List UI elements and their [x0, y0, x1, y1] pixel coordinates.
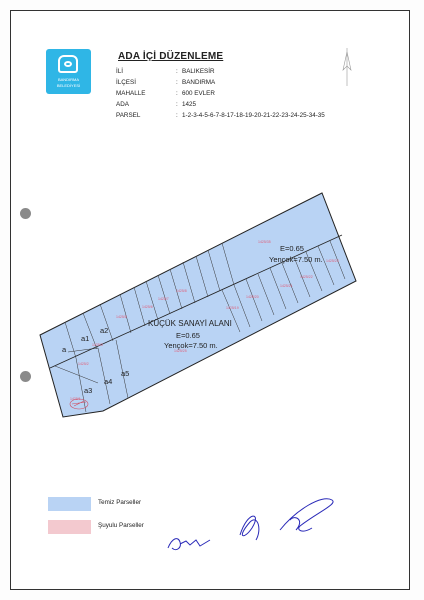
svg-text:1425/22: 1425/22 — [300, 275, 313, 279]
parcel-label: a1 — [81, 334, 90, 343]
svg-text:1425/2: 1425/2 — [78, 362, 89, 366]
upper-block-height: Yençok=7.50 m. — [269, 255, 323, 264]
svg-text:1425/8: 1425/8 — [176, 289, 187, 293]
svg-text:1425/25: 1425/25 — [174, 349, 187, 353]
svg-text:1425/3: 1425/3 — [92, 343, 103, 347]
legend-label-shared: Şuyulu Parseller — [98, 522, 144, 529]
parcel-label: a — [62, 345, 67, 354]
info-row-ilce: İLÇESİ : BANDIRMA — [116, 79, 216, 86]
info-row-parsel: PARSEL : 1-2-3-4-5-6-7-8-17-18-19-20-21-22-23-24-25-34-35 — [116, 112, 325, 119]
parcel-label: a4 — [104, 377, 113, 386]
info-row-ada: ADA : 1425 — [116, 101, 197, 108]
parcel-label: a5 — [121, 369, 130, 378]
upper-block-e: E=0.65 — [280, 244, 304, 253]
svg-text:1425/6: 1425/6 — [142, 305, 153, 309]
svg-text:1425/5: 1425/5 — [116, 315, 127, 319]
document-title: ADA İÇİ DÜZENLEME — [118, 51, 224, 62]
svg-text:1425/7: 1425/7 — [158, 297, 169, 301]
svg-text:1425/20: 1425/20 — [246, 295, 259, 299]
logo-text: BELEDİYESİ — [56, 83, 81, 88]
legend-label-clean: Temiz Parseller — [98, 499, 142, 506]
north-arrow-icon — [343, 48, 351, 86]
svg-text:1425/23: 1425/23 — [326, 259, 339, 263]
legend-swatch-shared — [48, 520, 91, 534]
info-row-il: İLİ : BALIKESİR — [116, 68, 215, 75]
zone-label: KÜÇÜK SANAYİ ALANI — [148, 319, 232, 328]
lower-block-height: Yençok=7.50 m. — [164, 341, 218, 350]
svg-text:1425/1: 1425/1 — [70, 397, 81, 401]
info-row-mahalle: MAHALLE : 600 EVLER — [116, 90, 215, 97]
legend-swatch-clean — [48, 497, 91, 511]
signature-icon — [168, 499, 333, 550]
parcel-label: a2 — [100, 326, 109, 335]
parcel-label: a3 — [84, 386, 93, 395]
svg-text:1425/19: 1425/19 — [226, 306, 239, 310]
block-outline — [40, 193, 356, 417]
svg-text:1425/21: 1425/21 — [280, 284, 293, 288]
svg-text:1425/35: 1425/35 — [258, 240, 271, 244]
logo-text: BANDIRMA — [57, 77, 80, 82]
lower-block-e: E=0.65 — [176, 331, 200, 340]
